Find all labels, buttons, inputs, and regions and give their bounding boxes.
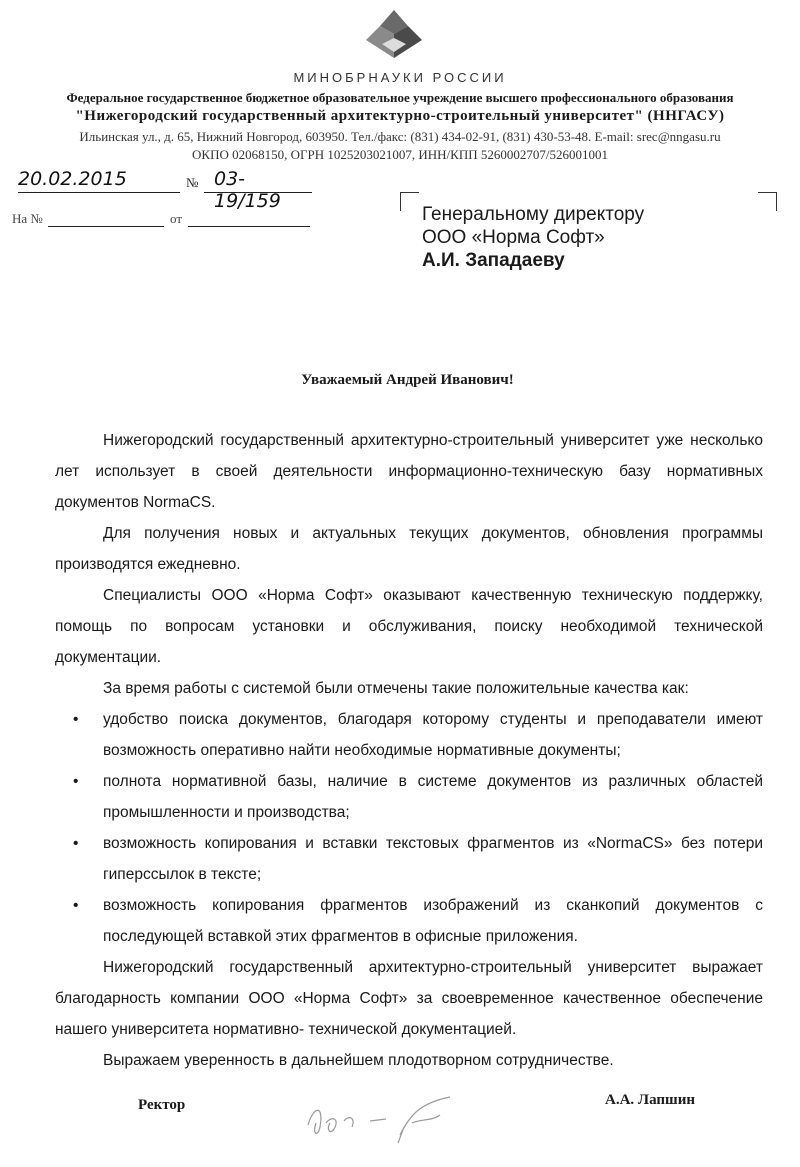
addressee-corner-left (400, 192, 419, 211)
addressee-corner-right (758, 192, 777, 211)
signer-name: А.А. Лапшин (605, 1092, 695, 1108)
letter-body (55, 425, 763, 1076)
body-paragraph-6: Выражаем уверенность в дальнейшем плодотворном сотрудничестве. (103, 1052, 614, 1069)
body-paragraph-4: За время работы с системой были отмечены такие положительные качества как: (103, 680, 689, 697)
body-paragraph-3: Специалисты ООО «Норма Софт» оказывают качественную техническую поддержку, помощь по вопросам установки и обслуживания, поиску необходимой технической документации. (55, 587, 763, 666)
ministry-name: МИНОБРНАУКИ РОССИИ (293, 70, 507, 85)
addressee-position: Генеральному директору (422, 204, 645, 225)
body-paragraph-2: Для получения новых и актуальных текущих документов, обновления программы производятся ежедневно. (55, 525, 763, 573)
institution-type: Федеральное государственное бюджетное образовательное учреждение высшего профессионального образования (66, 90, 734, 105)
reference-label: На № (12, 211, 43, 226)
university-name: "Нижегородский государственный архитектурно-строительный университет" (ННГАСУ) (75, 108, 725, 124)
university-address: Ильинская ул., д. 65, Нижний Новгород, 603950. Тел./факс: (831) 434-02-91, (831) 430-53-48. E-mail: srec@nngasu.ru (79, 129, 721, 144)
addressee-name: А.И. Западаеву (422, 250, 565, 271)
number-sign: № (186, 175, 199, 190)
bullet-icon: • (73, 897, 79, 914)
addressee-company: ООО «Норма Софт» (422, 227, 605, 248)
letter-greeting: Уважаемый Андрей Иванович! (301, 372, 514, 388)
bullet-icon: • (73, 773, 79, 790)
signer-position: Ректор (138, 1097, 186, 1113)
qualities-list (55, 704, 763, 952)
reference-date-blank (188, 226, 310, 227)
bullet-icon: • (73, 835, 79, 852)
date-underline (18, 192, 180, 193)
list-item: • удобство поиска документов, благодаря которому студенты и преподаватели имеют возможность оперативно найти необходимые нормативные документы; (55, 704, 763, 766)
body-paragraph-5: Нижегородский государственный архитектурно-строительный университет выражает благодарность компании ООО «Норма Софт» за своевременное качественное обеспечение нашего университета нормативно- технической документацией. (55, 959, 763, 1038)
outgoing-date: 20.02.2015 (18, 168, 127, 190)
addressee-block (422, 203, 644, 272)
handwritten-signature-icon (300, 1075, 480, 1155)
body-paragraph-1: Нижегородский государственный архитектурно-строительный университет уже несколько лет использует в своей деятельности информационно-техническую базу нормативных документов NormaCS. (55, 432, 763, 511)
bullet-icon: • (73, 711, 79, 728)
list-item: • полнота нормативной базы, наличие в системе документов из различных областей промышленности и производства; (55, 766, 763, 828)
reference-from-label: от (170, 211, 183, 226)
list-item: • возможность копирования и вставки текстовых фрагментов из «NormaCS» без потери гиперссылок в тексте; (55, 828, 763, 890)
university-codes: ОКПО 02068150, ОГРН 1025203021007, ИНН/КПП 5260002707/526001001 (192, 147, 608, 162)
university-logo-icon (362, 8, 426, 60)
number-underline (204, 192, 312, 193)
list-item: • возможность копирования фрагментов изображений из сканкопий документов с последующей вставкой этих фрагментов в офисные приложения. (55, 890, 763, 952)
reference-number-blank (48, 226, 164, 227)
outgoing-number: 03-19/159 (214, 168, 281, 212)
